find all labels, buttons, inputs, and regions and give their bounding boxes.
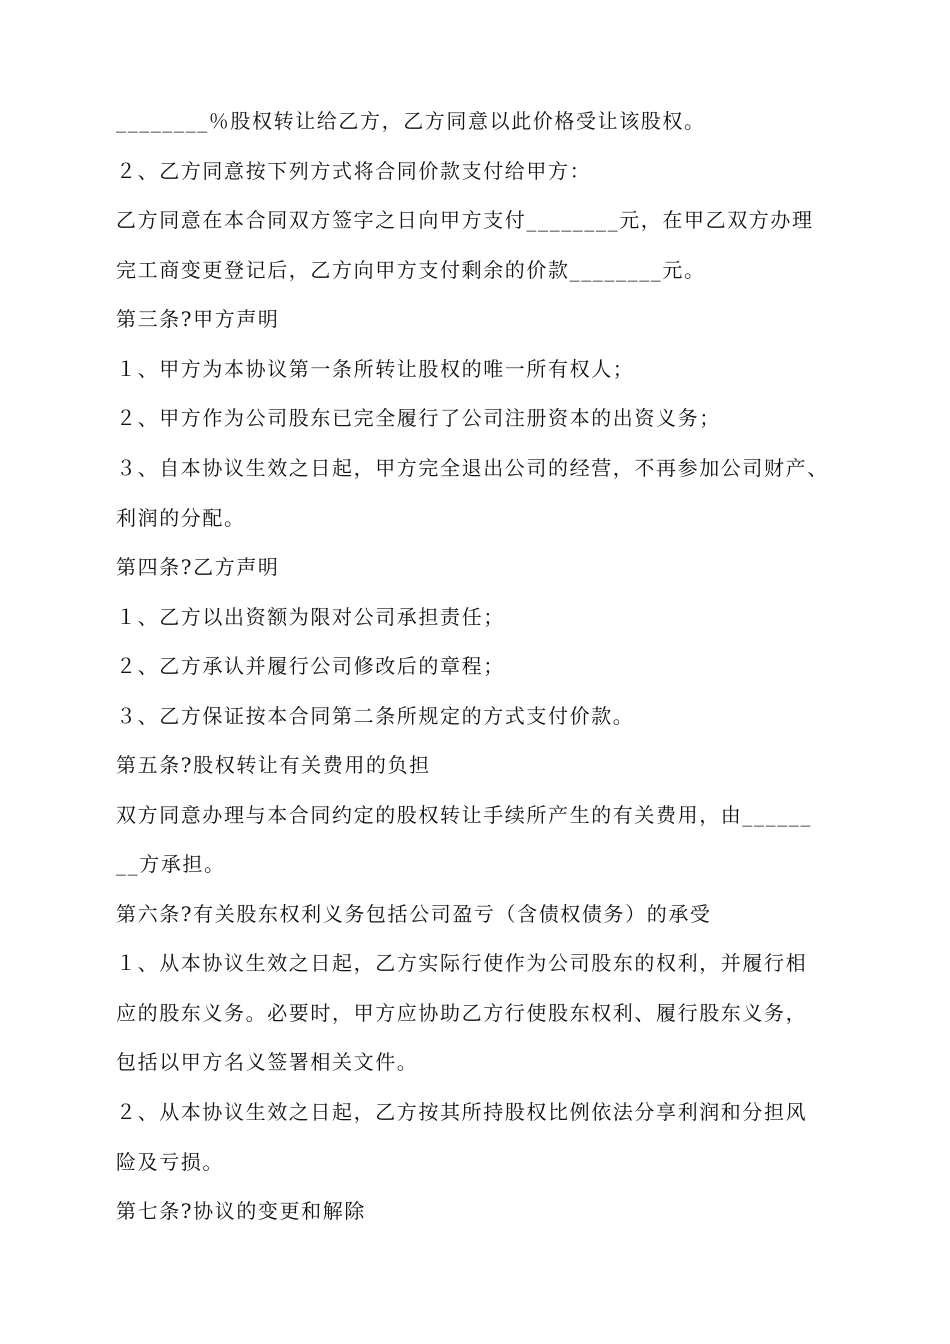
section-heading-article-5: 第五条?股权转让有关费用的负担 (116, 753, 431, 777)
text-line-article-6-item-2-cont: 险及亏损。 (116, 1150, 224, 1174)
section-heading-article-6: 第六条?有关股东权利义务包括公司盈亏（含债权债务）的承受 (116, 902, 712, 926)
section-heading-article-3: 第三条?甲方声明 (116, 307, 280, 331)
text-line-article-6-item-1: １、从本协议生效之日起，乙方实际行使作为公司股东的权利，并履行相 (116, 951, 808, 975)
text-line-article-6-item-2: ２、从本协议生效之日起，乙方按其所持股权比例依法分享利润和分担风 (116, 1100, 808, 1124)
text-line-article-4-item-1: １、乙方以出资额为限对公司承担责任； (116, 605, 505, 629)
text-line-remaining-payment: 完工商变更登记后，乙方向甲方支付剩余的价款________元。 (116, 258, 706, 282)
text-line-article-4-item-3: ３、乙方保证按本合同第二条所规定的方式支付价款。 (116, 704, 635, 728)
text-line-first-payment: 乙方同意在本合同双方签字之日向甲方支付________元，在甲乙双方办理 (116, 208, 814, 232)
section-heading-article-7: 第七条?协议的变更和解除 (116, 1199, 366, 1223)
text-line-article-6-item-1-cont-2: 包括以甲方名义签署相关文件。 (116, 1050, 419, 1074)
text-line-article-5-body: 双方同意办理与本合同约定的股权转让手续所产生的有关费用，由______ (116, 803, 812, 827)
text-line-article-5-body-cont: __方承担。 (116, 852, 226, 876)
text-line-article-6-item-1-cont: 应的股东义务。必要时，甲方应协助乙方行使股东权利、履行股东义务， (116, 1001, 808, 1025)
text-line-article-3-item-3-cont: 利润的分配。 (116, 506, 246, 530)
text-line-article-3-item-2: ２、甲方作为公司股东已完全履行了公司注册资本的出资义务； (116, 406, 721, 430)
text-line-article-3-item-1: １、甲方为本协议第一条所转让股权的唯一所有权人； (116, 357, 635, 381)
text-line-payment-method: ２、乙方同意按下列方式将合同价款支付给甲方： (116, 159, 592, 183)
section-heading-article-4: 第四条?乙方声明 (116, 555, 280, 579)
text-line-article-3-item-3: ３、自本协议生效之日起，甲方完全退出公司的经营，不再参加公司财产、 (116, 456, 829, 480)
text-line-share-transfer: ________％股权转让给乙方，乙方同意以此价格受让该股权。 (116, 109, 706, 133)
text-line-article-4-item-2: ２、乙方承认并履行公司修改后的章程； (116, 654, 505, 678)
